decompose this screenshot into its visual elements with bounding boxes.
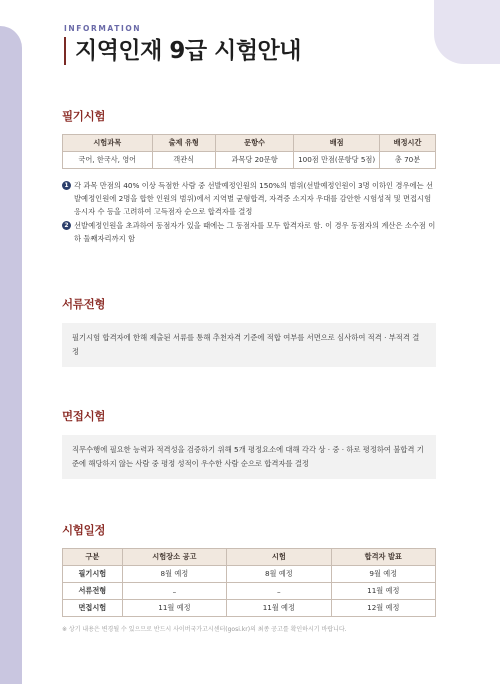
column-header: 시험 (227, 549, 331, 566)
table-cell: 11월 예정 (331, 583, 435, 600)
column-header: 문항수 (215, 135, 293, 152)
written-exam-section (62, 108, 436, 245)
column-header: 시험장소 공고 (122, 549, 226, 566)
table-cell: 11월 예정 (227, 600, 331, 617)
table-cell: 8월 예정 (227, 566, 331, 583)
table-row (63, 583, 436, 600)
table-cell: 객관식 (152, 152, 215, 169)
table-cell: 국어, 한국사, 영어 (63, 152, 153, 169)
column-header: 시험과목 (63, 135, 153, 152)
number-badge-icon: 1 (62, 181, 71, 190)
schedule-table (62, 548, 436, 617)
table-cell: 8월 예정 (122, 566, 226, 583)
table-row (63, 152, 436, 169)
table-cell: 12월 예정 (331, 600, 435, 617)
written-exam-notes (62, 179, 436, 245)
top-right-decoration (434, 0, 500, 64)
column-header: 배정시간 (380, 135, 436, 152)
table-cell: – (122, 583, 226, 600)
note-item (62, 219, 436, 245)
table-cell: – (227, 583, 331, 600)
number-badge-icon: 2 (62, 221, 71, 230)
written-exam-title: 필기시험 (62, 109, 106, 123)
table-cell: 면접시험 (63, 600, 123, 617)
column-header: 합격자 발표 (331, 549, 435, 566)
table-cell: 총 70분 (380, 152, 436, 169)
note-text: 각 과목 만점의 40% 이상 득점한 사람 중 선발예정인원의 150%의 범위(선발예정인원이 3명 이하인 경우에는 선발예정인원에 2명을 합한 인원의 범위)에서 지역별 균형합격, 자격증 소지자 우대를 감안한 시험성적 및 면접시험 응시자 수 등을 고려하여 고득점자 순으로 합격자를 결정 (74, 181, 433, 217)
schedule-title: 시험일정 (62, 523, 106, 537)
interview-section (62, 408, 436, 479)
table-cell: 9월 예정 (331, 566, 435, 583)
table-cell: 과목당 20문항 (215, 152, 293, 169)
eyebrow-label: INFORMATION (64, 24, 142, 33)
column-header: 출제 유형 (152, 135, 215, 152)
page-title: 지역인재 9급 시험안내 (64, 37, 301, 65)
table-cell: 11월 예정 (122, 600, 226, 617)
written-exam-table (62, 134, 436, 169)
left-decoration-bar (0, 26, 22, 684)
column-header: 구분 (63, 549, 123, 566)
table-header-row (63, 549, 436, 566)
interview-box: 직무수행에 필요한 능력과 적격성을 검증하기 위해 5개 평정요소에 대해 각각 상 · 중 · 하로 평정하여 불합격 기준에 해당하지 않는 사람 중 평정 성적이 우수한 사람 순으로 합격자를 결정 (62, 435, 436, 479)
document-screening-title: 서류전형 (62, 297, 106, 311)
schedule-footnote: ※ 상기 내용은 변경될 수 있으므로 반드시 사이버국가고시센터(gosi.kr)의 최종 공고를 확인하시기 바랍니다. (62, 626, 347, 633)
table-cell: 100점 만점(문항당 5점) (294, 152, 380, 169)
schedule-section (62, 522, 436, 633)
table-row (63, 566, 436, 583)
document-screening-section (62, 296, 436, 367)
document-screening-box: 필기시험 합격자에 한해 제출된 서류를 통해 추천자격 기준에 적합 여부를 서면으로 심사하여 적격 · 부적격 결정 (62, 323, 436, 367)
table-row (63, 600, 436, 617)
column-header: 배점 (294, 135, 380, 152)
table-cell: 필기시험 (63, 566, 123, 583)
interview-title: 면접시험 (62, 409, 106, 423)
table-header-row (63, 135, 436, 152)
page-header (64, 24, 301, 65)
note-text: 선발예정인원을 초과하여 동점자가 있을 때에는 그 동점자를 모두 합격자로 함. 이 경우 동점자의 계산은 소수점 이하 둘째자리까지 함 (74, 220, 436, 243)
note-item (62, 179, 436, 219)
table-cell: 서류전형 (63, 583, 123, 600)
